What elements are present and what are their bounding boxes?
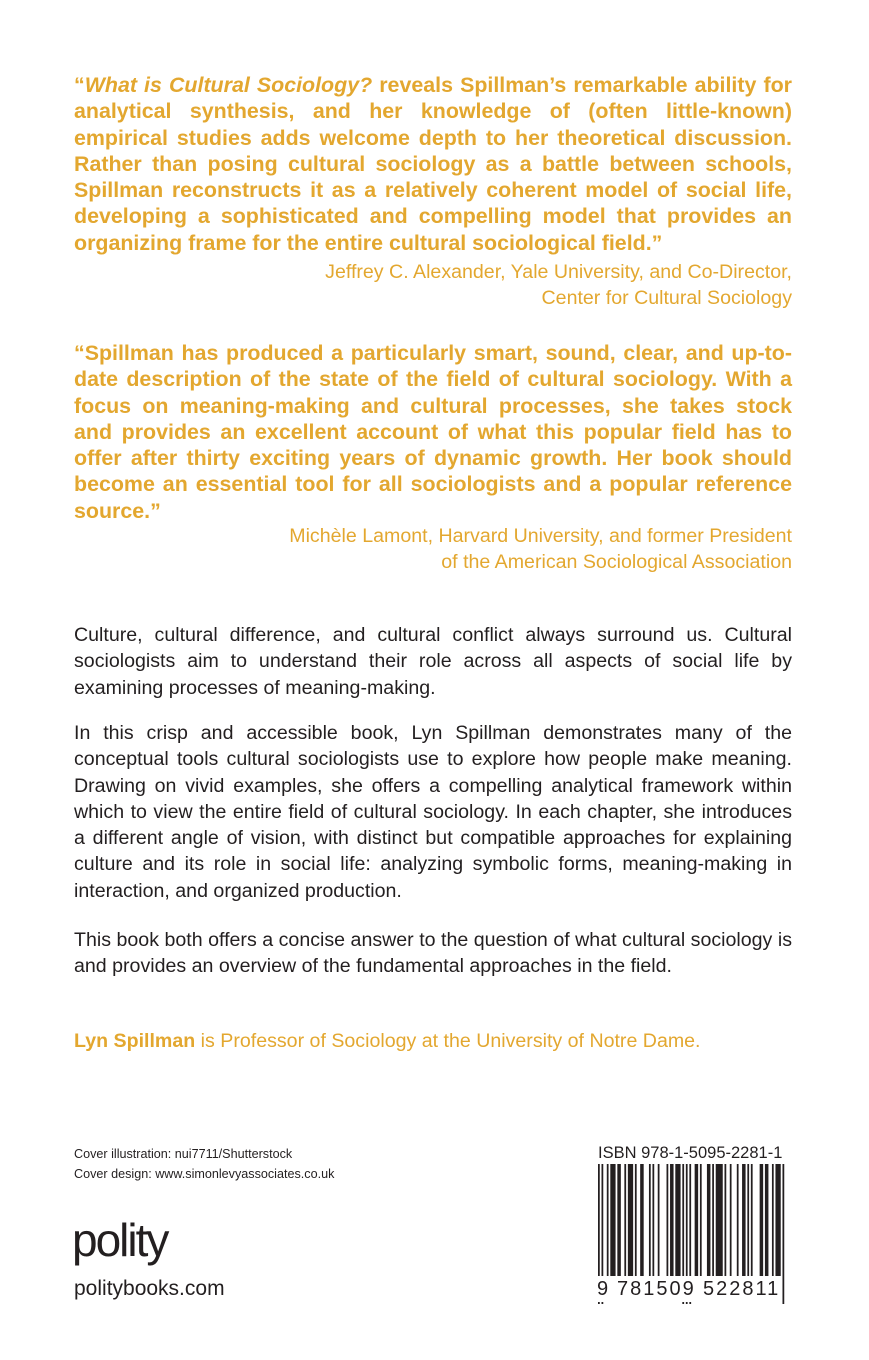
cover-design-credit: Cover design: www.simonlevyassociates.co.uk (74, 1167, 335, 1181)
description-paragraph-1: Culture, cultural difference, and cultural conflict always surround us. Cultural sociologists aim to understand their role across all aspects of social life by examining processes of meaning-making. (74, 624, 792, 699)
barcode-bar (624, 1164, 626, 1276)
barcode-bar (725, 1164, 727, 1276)
publisher-website: politybooks.com (74, 1277, 225, 1300)
barcode-bar (667, 1164, 669, 1276)
barcode-digits (596, 1276, 788, 1302)
quote-1-attribution (74, 259, 792, 312)
quote-open-mark: “ (74, 73, 85, 97)
barcode-bar (775, 1164, 780, 1276)
barcode-bar (751, 1164, 753, 1276)
barcode-bar (747, 1164, 749, 1276)
quote-1-text: reveals Spillman’s remarkable ability for analytical synthesis, and her knowledge of (often little-known) empirical studies adds welcome depth to her theoretical discussion. Rather than posing cultural sociology as a battle between schools, Spillman reconstructs it as a relatively coherent model of social life, developing a sophisticated and compelling model that provides an organizing frame for the entire cultural sociological field.” (74, 73, 792, 255)
barcode-digits-right: 522811 (703, 1278, 781, 1300)
barcode-bar (730, 1164, 732, 1276)
barcode-bar (640, 1164, 644, 1276)
quote-2-text: “Spillman has produced a particularly smart, sound, clear, and up-to-date description of the state of the field of cultural sociology. With a focus on meaning-making and cultural processes, she takes stock and provides an excellent account of what this popular field has to offer after thirty exciting years of dynamic growth. Her book should become an essential tool for all sociologists and a popular reference source.” (74, 341, 792, 523)
barcode-bar (607, 1164, 609, 1276)
description-paragraph-3: This book both offers a concise answer to the question of what cultural sociology is and provides an overview of the fundamental approaches in the field. (74, 929, 792, 978)
barcode-bar (760, 1164, 764, 1276)
cover-illustration-credit: Cover illustration: nui7711/Shutterstock (74, 1147, 293, 1161)
barcode-bar (707, 1164, 711, 1276)
barcode-bar (617, 1164, 621, 1276)
quote-2-attribution (74, 523, 792, 576)
quote-1-attribution-line-1: Jeffrey C. Alexander, Yale University, and Co-Director, (325, 261, 792, 283)
author-bio-text: is Professor of Sociology at the University of Notre Dame. (195, 1030, 701, 1052)
review-quote-2 (74, 340, 792, 524)
cover-credits (74, 1144, 334, 1184)
barcode-bar (700, 1164, 702, 1276)
description-paragraph-2: In this crisp and accessible book, Lyn Spillman demonstrates many of the conceptual tools cultural sociologists use to explore how people make meaning. Drawing on vivid examples, she offers a compelling analytical framework within which to view the entire field of cultural sociology. In each chapter, she introduces a different angle of vision, with distinct but compatible approaches for explaining culture and its role in social life: analyzing symbolic forms, meaning-making in interaction, and organized production. (74, 722, 792, 902)
barcode-bar (628, 1164, 633, 1276)
book-title-italic: What is Cultural Sociology? (84, 73, 373, 97)
quote-2-attribution-line-1: Michèle Lamont, Harvard University, and former President (289, 525, 792, 547)
isbn-label: ISBN 978-1-5095-2281-1 (598, 1144, 783, 1162)
barcode-bar (675, 1164, 680, 1276)
barcode-bar (658, 1164, 660, 1276)
barcode-digit-lead: 9 (597, 1278, 609, 1300)
quote-1-attribution-line-2: Center for Cultural Sociology (541, 287, 792, 310)
barcode-bar (737, 1164, 739, 1276)
quote-2-attribution-line-2: of the American Sociological Association (441, 551, 792, 574)
barcode-bar (765, 1164, 769, 1276)
author-bio (74, 1028, 792, 1054)
barcode-bar (610, 1164, 615, 1276)
barcode-bar (649, 1164, 651, 1276)
barcode-bar (635, 1164, 637, 1276)
barcode-bar (712, 1164, 714, 1276)
barcode-bar (772, 1164, 774, 1276)
barcode-digits-left: 781509 (617, 1278, 696, 1300)
barcode-bar (716, 1164, 723, 1276)
barcode-bar (652, 1164, 654, 1276)
polity-logo: polity (72, 1214, 168, 1266)
barcode-bar (670, 1164, 674, 1276)
barcode-bar (742, 1164, 746, 1276)
author-name: Lyn Spillman (74, 1030, 196, 1052)
review-quote-1 (74, 72, 792, 256)
barcode-bar (695, 1164, 699, 1276)
